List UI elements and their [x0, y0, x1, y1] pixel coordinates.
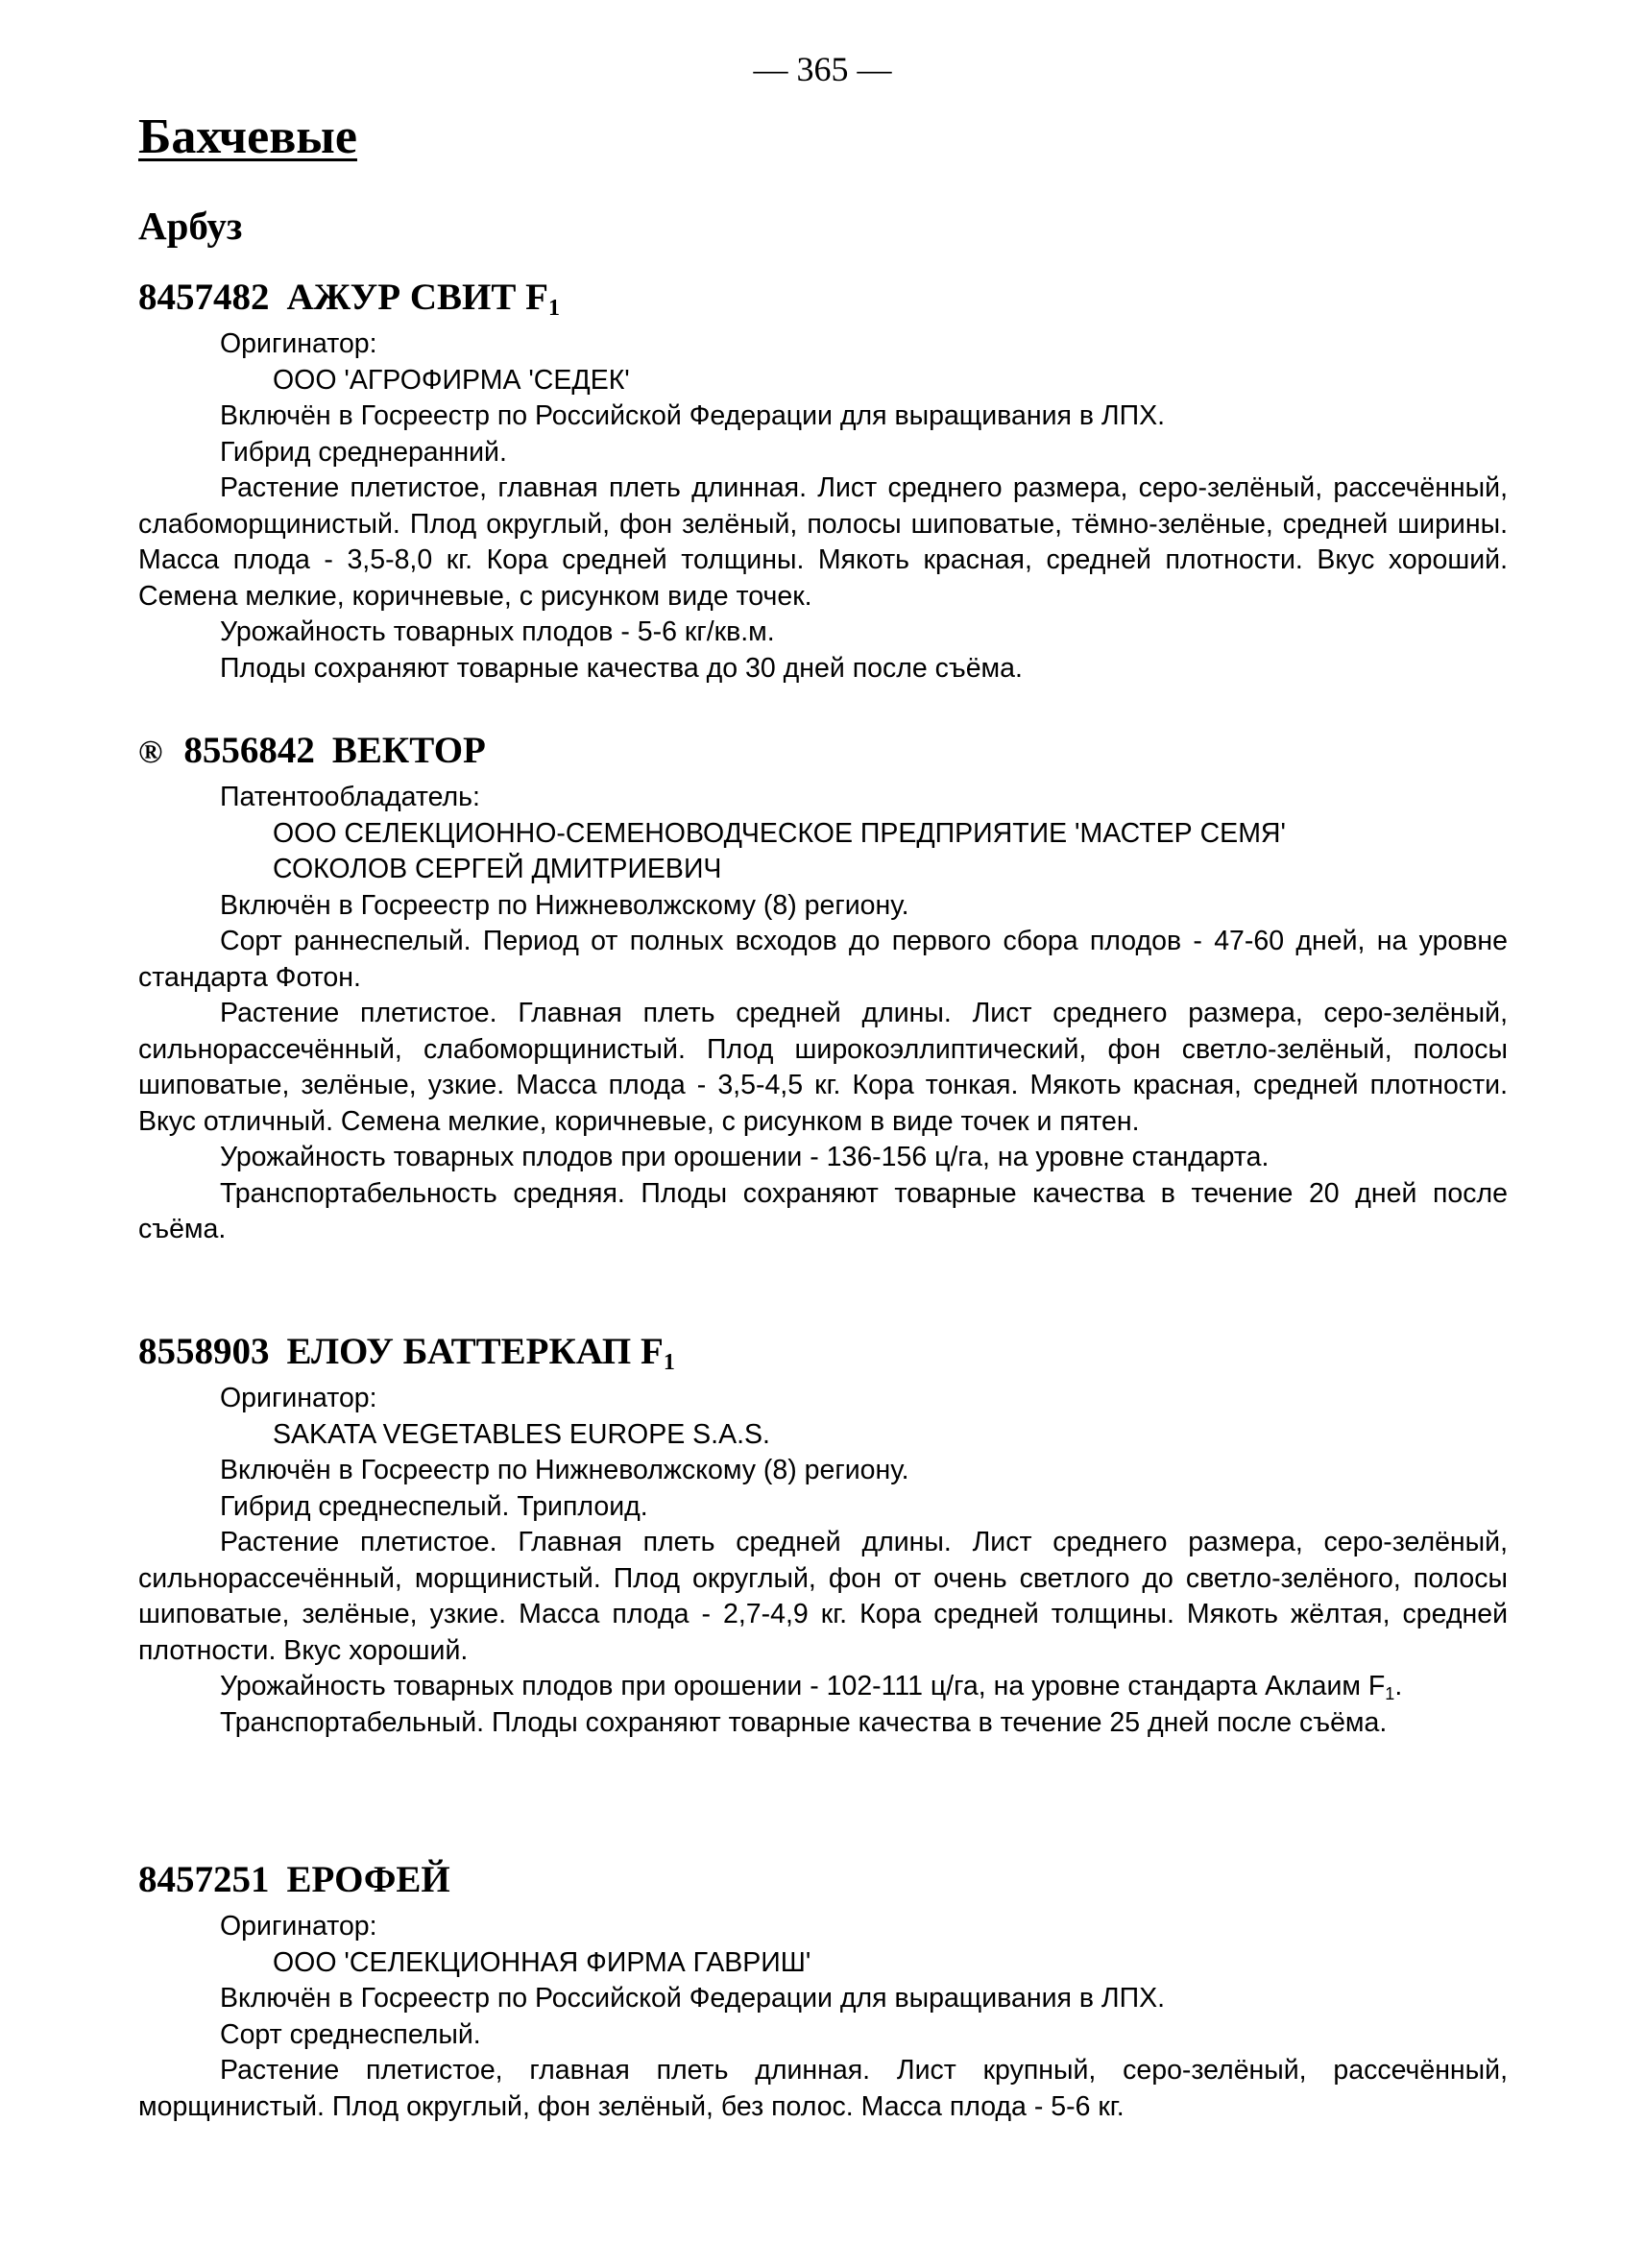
role-label: Оригинатор:: [220, 1911, 377, 1942]
variety-description: Растение плетистое, главная плеть длинная. Лист среднего размера, серо-зелёный, рассечённый, слабоморщинистый. Плод округлый, фон зелёный, полосы шиповатые, тёмно-зелёные, средней ширины. Масса плода - 3,5-8,0 кг. Кора средней толщины. Мякоть красная, средней плотности. Вкус хороший. Семена мелкие, коричневые, с рисунком виде точек.: [138, 472, 1508, 612]
entry-name: АЖУР СВИТ F: [286, 277, 548, 318]
entry-title: [138, 1329, 1508, 1381]
entry-name: ВЕКТОР: [331, 730, 486, 771]
variety-type: Гибрид среднеранний.: [220, 436, 507, 468]
holder-name: ООО 'СЕЛЕКЦИОННАЯ ФИРМА ГАВРИШ': [273, 1946, 811, 1978]
entry-title: [138, 728, 1508, 780]
entry-name: ЕЛОУ БАТТЕРКАП F: [286, 1331, 664, 1372]
entry-name-subscript: 1: [663, 1350, 675, 1375]
holder-name-2: СОКОЛОВ СЕРГЕЙ ДМИТРИЕВИЧ: [273, 854, 722, 884]
inclusion-text: Включён в Госреестр по Российской Федерации для выращивания в ЛПХ.: [220, 1983, 1166, 2014]
yield-text-main: Урожайность товарных плодов при орошении - 102-111 ц/га, на уровне стандарта Аклаим F: [220, 1671, 1386, 1701]
variety-type: Сорт раннеспелый. Период от полных всходов до первого сбора плодов - 47-60 дней, на уровне стандарта Фотон.: [138, 926, 1508, 993]
entry-name: ЕРОФЕЙ: [286, 1859, 450, 1900]
entry-number: 8457251: [138, 1859, 270, 1900]
inclusion-text: Включён в Госреестр по Российской Федерации для выращивания в ЛПХ.: [220, 400, 1166, 431]
crop-title: Арбуз: [138, 204, 243, 248]
variety-type: Гибрид среднеспелый. Триплоид.: [220, 1490, 648, 1522]
storage-text: Транспортабельность средняя. Плоды сохраняют товарные качества в течение 20 дней после съёма.: [138, 1177, 1508, 1244]
variety-description: Растение плетистое, главная плеть длинная. Лист крупный, серо-зелёный, рассечённый, морщинистый. Плод округлый, фон зелёный, без полос. Масса плода - 5-6 кг.: [138, 2055, 1508, 2122]
variety-description: Растение плетистое. Главная плеть средней длины. Лист среднего размера, серо-зелёный, сильнорассечённый, морщинистый. Плод округлый, фон от очень светлого до светло-зелёного, полосы шиповатые, зелёные, узкие. Масса плода - 2,7-4,9 кг. Кора средней толщины. Мякоть жёлтая, средней плотности. Вкус хороший.: [138, 1527, 1508, 1666]
variety-type: Сорт среднеспелый.: [220, 2018, 481, 2050]
section-title: Бахчевые: [138, 109, 357, 164]
holder-name: ООО 'АГРОФИРМА 'СЕДЕК': [273, 364, 630, 396]
variety-entry-yerofey: [138, 1857, 1508, 2125]
entry-number: 8558903: [138, 1331, 270, 1372]
variety-description: Растение плетистое. Главная плеть средней длины. Лист среднего размера, серо-зелёный, сильнорассечённый, слабоморщинистый. Плод широкоэллиптический, фон светло-зелёный, полосы шиповатые, зелёные, узкие. Масса плода - 3,5-4,5 кг. Кора тонкая. Мякоть красная, средней плотности. Вкус отличный. Семена мелкие, коричневые, с рисунком в виде точек и пятен.: [138, 998, 1508, 1137]
entry-number: 8556842: [183, 730, 315, 771]
yield-text: Урожайность товарных плодов при орошении - 136-156 ц/га, на уровне стандарта.: [220, 1142, 1270, 1172]
yield-subscript: 1: [1385, 1684, 1395, 1703]
storage-text: Транспортабельный. Плоды сохраняют товарные качества в течение 25 дней после съёма.: [220, 1706, 1388, 1738]
holder-name: ООО СЕЛЕКЦИОННО-СЕМЕНОВОДЧЕСКОЕ ПРЕДПРИЯТИЕ 'МАСТЕР СЕМЯ': [273, 817, 1286, 849]
yield-text-end: .: [1394, 1671, 1403, 1701]
role-label: Оригинатор:: [220, 1383, 377, 1413]
registered-mark-icon: ®: [138, 735, 163, 770]
variety-entry-vektor: [138, 728, 1508, 1248]
entry-name-subscript: 1: [547, 296, 560, 321]
inclusion-text: Включён в Госреестр по Нижневолжскому (8) региону.: [220, 889, 909, 921]
variety-entry-yellow-buttercup: [138, 1329, 1508, 1741]
inclusion-text: Включён в Госреестр по Нижневолжскому (8) региону.: [220, 1455, 909, 1485]
role-label: Патентообладатель:: [220, 782, 480, 812]
role-label: Оригинатор:: [220, 328, 377, 359]
variety-entry-azhur-svit: [138, 275, 1508, 687]
page-number: — 365 —: [753, 50, 892, 88]
yield-text: [138, 1669, 1508, 1705]
holder-name: SAKATA VEGETABLES EUROPE S.A.S.: [273, 1418, 770, 1450]
entry-number: 8457482: [138, 277, 270, 318]
entry-title: [138, 275, 1508, 326]
entry-title: [138, 1857, 1508, 1909]
storage-text: Плоды сохраняют товарные качества до 30 дней после съёма.: [220, 652, 1023, 684]
yield-text: Урожайность товарных плодов - 5-6 кг/кв.м.: [220, 616, 775, 647]
